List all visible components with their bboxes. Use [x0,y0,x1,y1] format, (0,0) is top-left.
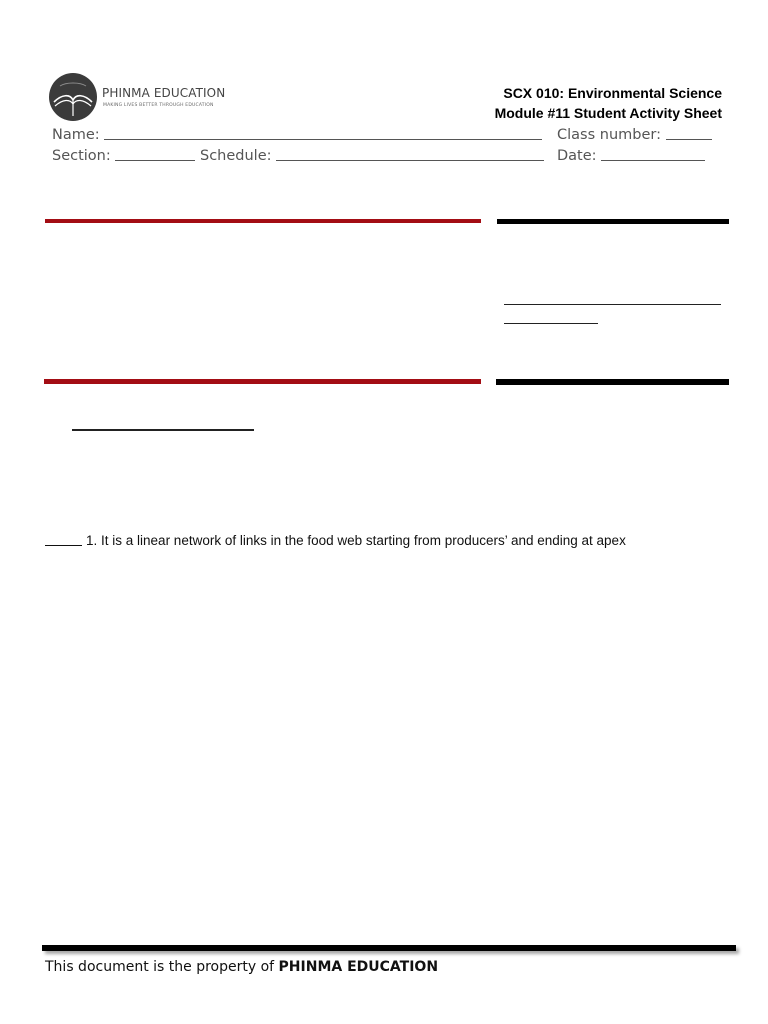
section-divider-black-bottom [496,379,729,385]
section-divider-red-top [45,219,481,223]
class-number-label: Class number: [557,127,661,143]
schedule-label: Schedule: [200,148,272,164]
class-number-blank[interactable] [666,125,712,140]
phinma-book-globe-icon [48,72,98,122]
question-text: It is a linear network of links in the food web starting from producers’ and ending at apex [101,533,626,548]
question-item [45,533,626,548]
footer-owner: PHINMA EDUCATION [278,959,439,975]
phinma-logo [48,72,226,124]
date-label: Date: [557,148,597,164]
question-number: 1. [86,533,98,548]
course-title: SCX 010: Environmental Science [503,85,722,101]
name-blank[interactable] [104,125,542,140]
answer-line [504,304,721,305]
section-label: Section: [52,148,111,164]
section-divider-black-top [497,219,729,224]
section-divider-red-bottom [44,379,481,384]
schedule-field[interactable] [200,146,544,164]
class-number-field[interactable] [557,125,712,143]
footer-notice [45,959,438,975]
logo-tagline: MAKING LIVES BETTER THROUGH EDUCATION [103,103,214,108]
footer-divider [42,945,736,951]
answer-blank[interactable] [45,533,82,546]
date-blank[interactable] [601,146,705,161]
section-field[interactable] [52,146,195,164]
sheet-title: Module #11 Student Activity Sheet [494,105,722,121]
schedule-blank[interactable] [276,146,544,161]
answer-line-short [504,323,598,324]
name-field[interactable] [52,125,542,143]
logo-wordmark: PHINMA EDUCATION [102,86,226,100]
name-label: Name: [52,127,100,143]
heading-underline [72,429,254,431]
footer-prefix: This document is the property of [45,959,275,975]
date-field[interactable] [557,146,705,164]
section-blank[interactable] [115,146,195,161]
